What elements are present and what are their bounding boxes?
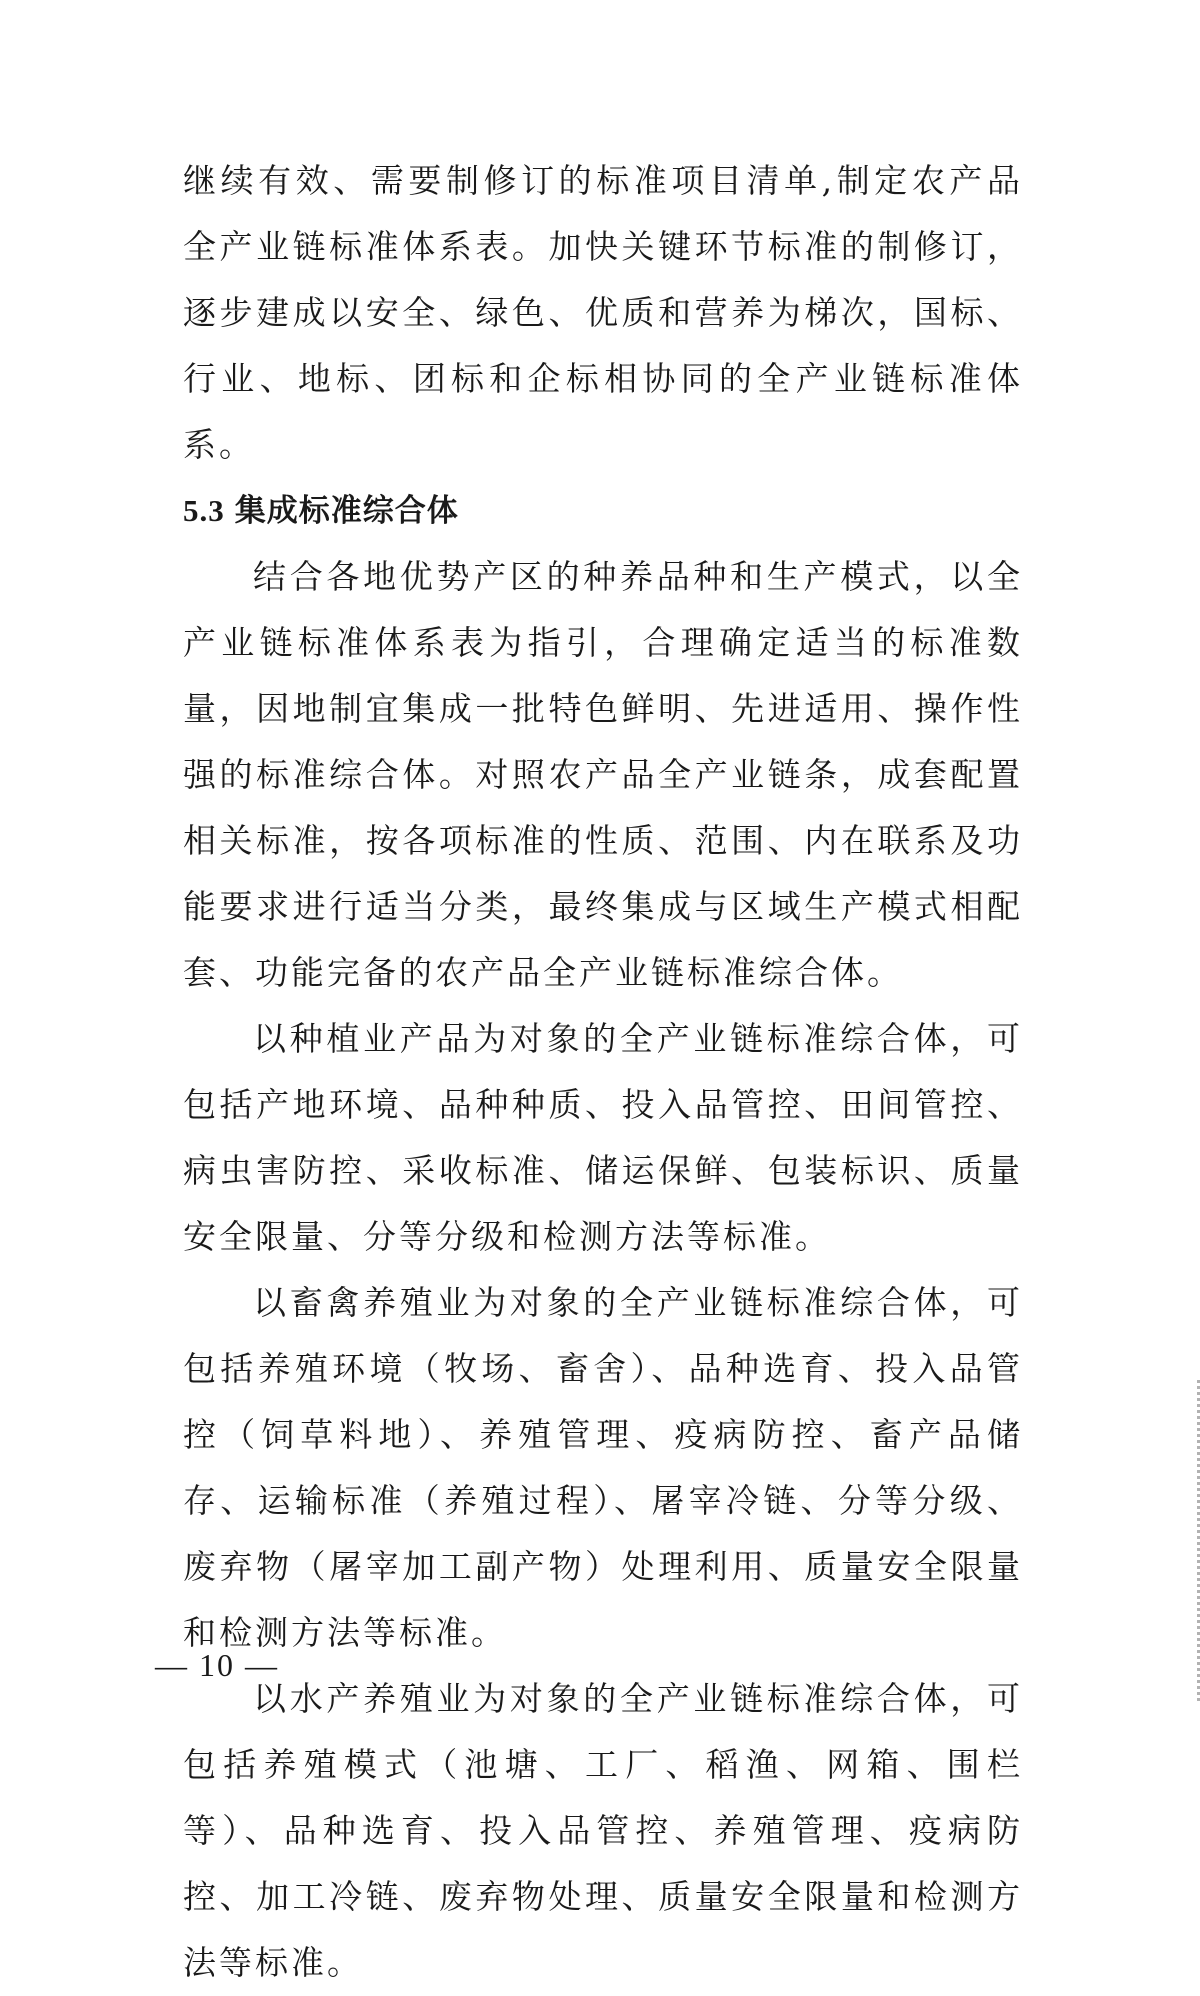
paragraph-integration: 结合各地优势产区的种养品种和生产模式，以全产业链标准体系表为指引，合理确定适当的标准数量，因地制宜集成一批特色鲜明、先进适用、操作性强的标准综合体。对照农产品全产业链条，成套配置相关标准，按各项标准的性质、范围、内在联系及功能要求进行适当分类，最终集成与区域生产模式相配套、功能完备的农产品全产业链标准综合体。 [183,557,1023,992]
paragraph-continuation: 继续有效、需要制修订的标准项目清单,制定农产品全产业链标准体系表。加快关键环节标准的制修订，逐步建成以安全、绿色、优质和营养为梯次，国标、行业、地标、团标和企标相协同的全产业链标准体系。 [183,161,1023,464]
paragraph-livestock: 以畜禽养殖业为对象的全产业链标准综合体，可包括养殖环境（牧场、畜舍）、品种选育、投入品管控（饲草料地）、养殖管理、疫病防控、畜产品储存、运输标准（养殖过程）、屠宰冷链、分等分级、废弃物（屠宰加工副产物）处理利用、质量安全限量和检测方法等标准。 [183,1283,1023,1652]
document-body [183,148,1023,1996]
section-title: 集成标准综合体 [234,493,459,529]
paragraph-aquaculture: 以水产养殖业为对象的全产业链标准综合体，可包括养殖模式（池塘、工厂、稻渔、网箱、围栏等）、品种选育、投入品管控、养殖管理、疫病防控、加工冷链、废弃物处理、质量安全限量和检测方法等标准。 [183,1679,1023,1982]
paragraph-planting: 以种植业产品为对象的全产业链标准综合体，可包括产地环境、品种种质、投入品管控、田间管控、病虫害防控、采收标准、储运保鲜、包装标识、质量安全限量、分等分级和检测方法等标准。 [183,1019,1023,1256]
section-number: 5.3 [183,493,225,528]
page-number: — 10 — [155,1647,279,1683]
section-heading [183,478,1023,544]
